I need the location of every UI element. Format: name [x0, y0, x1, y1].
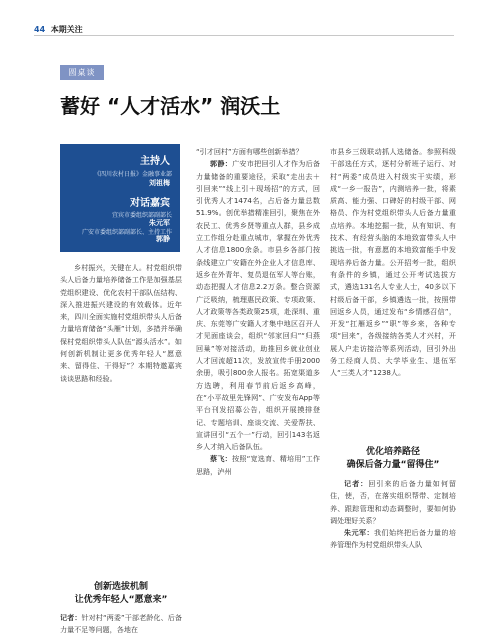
guest1-role: 宜宾市委组织部副部长	[111, 212, 172, 219]
subheading-1-line2: 让优秀年轻人“愿意来”	[74, 595, 168, 605]
column-1	[60, 262, 182, 385]
subheading-1-line1: 创新选拔机制	[93, 582, 148, 592]
speaker-guo-answer: 广安市把回引人才作为后备力量储备的重要途径，采取“走出去＋引回来”“线上引＋现场招”的方式，回引优秀人才1474名，占后备力量总数51.9%。创优举措精准回引，聚焦在外农民工、优秀乡贤等重点人群，县乡成立工作组分赴重点城市，掌握在外优秀人才信息1800余条。市县乡各部门按条线建立广安籍在外企业人才信息库、返乡在外青年、复员退伍军人等台账，动态把握人才信息2.2万条。整合资源广泛吸纳，梳理惠民政策、专项政策、人才政策等各类政策25项，赴深圳、重庆、东莞等广安籍人才集中地区召开人才见面座谈会，组织“邻家回归”“归燕回巢”等对接活动，助推回乡就业创业人才回流超11次，发放宣传手册2000余册，吸引800余人报名。拓宽渠道多方选聘，利用春节前后返乡高峰，在“小平故里先锋网”、广安发布App等平台刊发招募公告，组织开展摸排登记、专题培训、座谈交流、关爱帮扶、宣讲回引“五个一”行动，回引143名返乡人才纳入后备队伍。	[196, 159, 320, 452]
host-name: 刘祖梅	[149, 179, 170, 187]
page-number: 44	[34, 25, 46, 34]
reporter-question: 针对村“两委”干部老龄化、后备力量不足等问题，各地在	[60, 613, 182, 635]
host-heading: 主持人	[140, 156, 170, 167]
speaker-cai-answer: 按照“宽选育、精培用”工作思路，泸州	[196, 454, 320, 476]
column-1-question	[60, 612, 182, 637]
guests-heading: 对话嘉宾	[130, 198, 170, 209]
article-title: 蓄好 “人才活水” 润沃土	[60, 94, 281, 118]
reporter2-label: 记者：	[344, 479, 369, 488]
question-continued: “引才回村”方面有哪些创新举措？	[196, 147, 303, 156]
header-divider	[34, 35, 454, 36]
guest2-name: 郭静	[156, 235, 170, 243]
column-2	[196, 146, 320, 632]
subheading-1	[60, 581, 182, 607]
reporter-label: 记者：	[60, 613, 82, 622]
section-title: 本期关注	[50, 25, 83, 34]
column-3	[330, 146, 456, 430]
reporter2-question: 回引来的后备力量如何留住，使，否，在落实组织帮带、定制培养、跟踪管理和动态调整时，要如何协调处理好关系？	[330, 479, 456, 525]
subheading-2-line1: 优化培养路径	[365, 447, 420, 457]
page-header	[34, 24, 83, 35]
guest1-name: 朱元军	[149, 219, 170, 227]
column-3-text: 市县乡三级联动抓人选储备。参照科级干部选任方式，逐村分析班子运行、对村“两委”成员进入村级实干实绩，形成“一乡一报告”，内测培养一批，将素质高、能力强、口碑好的村级干部、网格员、作为村党组织带头人后备力量重点培养。本地挖掘一批，从有知识、有技术、有经营头脑的本地致富带头人中挑选一批，有意愿的本地致富能手中发现培养后备力量。公开招考一批，组织有条件的乡镇，通过公开考试选拔方式，遴选131名人专业人士，40多以下村级后备干部，乡镇遴选一批，按照带回返乡人员，通过发布“乡情感召信”，开发“扛雁返乡”“职”等乡来，各种专项“回来”，各级接纳各类人才兴村，开展人户走访接洽等系列活动，回引外出务工经商人员、大学毕业生、退伍军人“三类人才”1238人。	[330, 147, 456, 378]
speaker-zhu-answer: 我们始终把后备力量的培养管理作为村党组织带头人队	[330, 528, 456, 550]
intro-paragraph: 乡村振兴，关键在人。村党组织带头人后备力量培养储备工作是加强基层党组织建设、优化农村干部队伍结构、深入推进振兴建设的有效载体。近年来，四川全面实施村党组织带头人后备力量培育储备“头雁”计划，多措并举确保村党组织带头人队伍“源头活水”。如何创新机制让更多优秀年轻人“愿意来、留得住、干得好”？本期特邀嘉宾谈谈思路和经验。	[60, 263, 182, 383]
speaker-cai-label: 蔡飞：	[210, 454, 232, 464]
participants-panel	[60, 144, 180, 252]
speaker-guo-label: 郭静：	[210, 159, 233, 169]
column-3-qa	[330, 478, 456, 632]
subheading-2-line2: 确保后备力量“留得住”	[346, 460, 440, 470]
host-role: 《四川农村日报》金融事业部	[93, 171, 172, 178]
speaker-zhu-label: 朱元军：	[344, 528, 374, 538]
subheading-2	[330, 446, 456, 472]
guest2-role: 广安市委组织部副部长、主持工作	[81, 229, 172, 236]
column-tag: 圆桌谈	[60, 65, 104, 80]
